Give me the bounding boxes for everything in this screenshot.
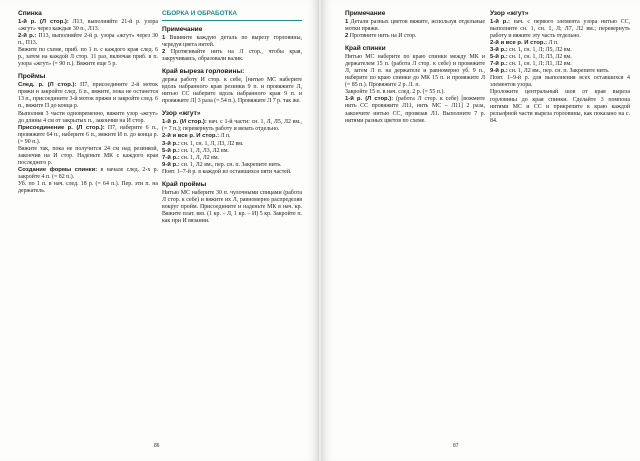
row-label: 1 [162, 35, 166, 41]
paragraph [162, 119, 302, 133]
paragraph [162, 155, 302, 162]
title-rule [162, 20, 302, 21]
row-label: 7-й р.: [162, 154, 180, 161]
paragraph-text: Нитью МС наберите 30 п. чулочными спицами (работа Л стор. к себе) и вяжите их Л, равномерно распределяя вокруг пройм. Присоедините и наденьте МК в нач. кр. Вяжите плат. вяз. (1 кр. – Л, 1 кр. – И) 5 кр. Закройте п. как при И вязании. [162, 189, 302, 224]
paragraph-text: Л п. [219, 133, 231, 140]
section-heading: Узор «жгут» [490, 10, 529, 17]
row-label: 7-й р.: [490, 61, 508, 68]
paragraph-text: сн. 1, сн. 1, Л; Л5, Л2 вм. [507, 47, 572, 54]
paragraph [345, 19, 485, 33]
paragraph [18, 125, 158, 146]
paragraph [162, 162, 302, 169]
paragraph-text: П7, наберите 6 п., провяжите 64 п., наберите 6 п., вяжите И п. до конца р. (= 90 п.). [18, 124, 158, 145]
paragraph-text: сн. 1, Л2 вм., пер. сн. п. Закрепите нить. [507, 68, 610, 75]
paragraph [345, 33, 485, 40]
row-label: 5-й р.: [162, 147, 180, 154]
paragraph-text: Вшивите каждую деталь по вырезу горловины, чередуя цвета нитей. [162, 35, 302, 49]
paragraph-text: держа работу И стор. к себе, [нитью МС наберите вдоль набранного края резинки 9 п. и провяжите Л, нитью СС наберите вдоль набранного края 9 п. и провяжите Л] 3 раза (= 54 п.). Провяжите Л 7 р. так же. [162, 77, 302, 105]
page-number-left: 86 [154, 443, 160, 449]
paragraph-text: нач. с первого элемента узора нитью СС, выполните сн. 1, сн. 1, Л; Л7, Л2 вм.; перевернуть работу и вяжите эту часть отдельно. [490, 19, 630, 40]
paragraph [162, 35, 302, 49]
paragraph [18, 82, 158, 110]
paragraph [345, 96, 485, 124]
paragraph-text: нач. с 1-й части: сн. 1, Л, Л5, Л2 вм., (= 7 п.); перевернуть работу и вязать отдельно. [162, 119, 302, 133]
row-label: 2 [162, 49, 166, 56]
paragraph [18, 111, 158, 125]
row-label: 1 [345, 19, 349, 25]
section-heading: Узор «жгут» [162, 110, 201, 118]
paragraph-text: сн. 1, сн. 1, Л, Л3, Л2 вм. [179, 140, 244, 147]
row-label: 2-й р.: [18, 33, 37, 40]
paragraph-text: П13, выполняйте 2-й р. узора «жгут» через 30 п., П13. [18, 33, 159, 47]
section-heading: Примечание [345, 10, 386, 17]
paragraph [162, 141, 302, 148]
row-label: 2-й и все р. И стор.: [490, 40, 548, 47]
paragraph-text: Закройте 15 п. в нач. след. 2 р. (= 55 п.). [345, 89, 445, 96]
section-title: СБОРКА И ОБРАБОТКА [162, 10, 237, 17]
paragraph-text: сн. 1, сн. 1, Л; Л1, Л2 вм. [507, 61, 572, 68]
paragraph-text: Повт. 1–7-й р. в каждой из оставшихся пяти частей. [162, 168, 292, 175]
paragraph-text: П7, присоедините 2-й моток пряжи и закройте след. 6 п., вяжите, пока не останется 13 п., присоедините 3-й моток пряжи и закройте след. 6 п., вяжите П до конца р. [18, 82, 158, 110]
row-label: 5-й р.: [490, 54, 508, 61]
row-label: 2-й и все р. И стор.: [162, 133, 220, 140]
paragraph [490, 75, 630, 89]
paragraph-text: Вяжите так, пока не получится 24 см над резинкой, закончив на И стор. Наденьте МК с каждого края последнего р. [18, 145, 158, 166]
paragraph-text: Нитью МС наберите по краю спинки между МК и держателем 15 п. (работа Л стор. к себе) и провяжите Л, затем Л п. на держателе и равномерно уб. 9 п., наберите по краю спинки до МК 15 п. и провяжите Л (= 85 п.). Провяжите 2 р. Л. п. [345, 54, 485, 89]
paragraph-text: Детали разных цветов вяжите, используя отдельные мотки пряжи. [345, 19, 485, 33]
paragraph [162, 49, 302, 63]
left-page [0, 0, 319, 461]
row-label: 3-й р.: [162, 140, 180, 147]
paragraph-text: в начале след. 2-х р. закройте 4 п. (= 82 п.). [18, 166, 158, 180]
paragraph-text: Л13, выполняйте 21-й р. узора «жгут» через каждые 30 п., Л13. [18, 19, 158, 33]
paragraph [162, 77, 302, 105]
section-heading: Проймы [18, 73, 46, 81]
paragraph-text: Уб. по 1 п. в нач. след. 18 р. (= 64 п.). Пер. эти п. на держатель. [18, 180, 158, 195]
paragraph-text: Протягивайте нить на Л стор., чтобы края, закручиваясь, образовали валик. [162, 49, 302, 63]
paragraph [18, 19, 158, 33]
paragraph [162, 148, 302, 155]
page-number-right: 87 [453, 443, 459, 449]
row-label: 2 [345, 33, 349, 40]
section-heading: Край выреза горловины: [162, 68, 245, 76]
paragraph [345, 54, 485, 89]
row-label: 1-й р. (Л стор.): [345, 96, 394, 103]
section-heading: Край спинки [345, 45, 386, 53]
paragraph [18, 146, 158, 167]
paragraph [490, 19, 630, 40]
paragraph-text: (работа Л стор. к себе) [вожмите нить СС провяжите Л11, нить МС – Л11] 2 раза, закончите нитью СС, провязав Л1. Выполните 7 р. нитями разных цветов по схеме. [345, 96, 485, 124]
paragraph-text: Выполняя 3 части одновременно, вяжите узор «жгут» до длины 4 см от закрытых п., закончив на И стор. [18, 110, 158, 124]
paragraph [18, 33, 158, 47]
row-label: 9-й р.: [162, 161, 180, 168]
paragraph-text: Протяните нить на И стор. [348, 33, 417, 40]
row-label: Присоединение р. (Л стор.): [18, 124, 105, 131]
paragraph-text: Л п. [547, 40, 559, 47]
row-label: 3-й р.: [490, 47, 508, 54]
row-label: Создание формы спинки: [18, 166, 98, 173]
paragraph [18, 181, 158, 195]
paragraph-text: Повт. 1–9-й р. для выполнения всех оставшихся 4 элементов узора. [490, 75, 630, 89]
paragraph-text: сн. 1, Л2 вм., пер. сн. п. Закрепите нить. [179, 161, 282, 168]
right-page [321, 0, 640, 461]
row-label: След. р. (Л стор.): [18, 82, 77, 89]
row-label: 1-й р.: [490, 19, 510, 25]
row-label: 9-й р.: [490, 68, 508, 75]
paragraph [18, 167, 158, 181]
paragraph [162, 190, 302, 225]
paragraph-text: Проложите центральный шов от края выреза горловины до края спинки. Сделайте 3 помпона нитями МС и СС и прикрепите к краю каждой рельефной части выреза горловины, как показано на с. 84. [490, 89, 630, 124]
paragraph [162, 169, 302, 176]
section-heading: Край проймы [162, 180, 207, 188]
paragraph-text: сн. 1, Л, Л3, Л2 вм. [179, 147, 229, 154]
left-column-2 [162, 10, 302, 225]
paragraph [162, 133, 302, 140]
right-column-2 [490, 10, 630, 125]
section-heading: Спинка [18, 10, 42, 17]
row-label: 1-й р. (Л стор.): [18, 19, 69, 25]
left-column-1 [18, 10, 158, 195]
paragraph [18, 47, 158, 68]
section-heading: Примечание [162, 26, 203, 33]
paragraph-text: сн. 1, сн. 1, Л; Л3, Л2 вм. [507, 54, 572, 61]
row-label: 1-й р. (И стор.): [162, 119, 207, 126]
paragraph-text: Вяжите по схеме, приб. по 1 п. с каждого края след. 6 р., затем на каждой Л стор. 11 раз, включая приб. в п. узора «жгут» (= 90 п.). Вяжите еще 5 р. [18, 47, 158, 68]
paragraph-text: сн. 1, Л, Л2 вм. [179, 154, 220, 161]
right-column-1 [345, 10, 485, 125]
paragraph [490, 89, 630, 124]
